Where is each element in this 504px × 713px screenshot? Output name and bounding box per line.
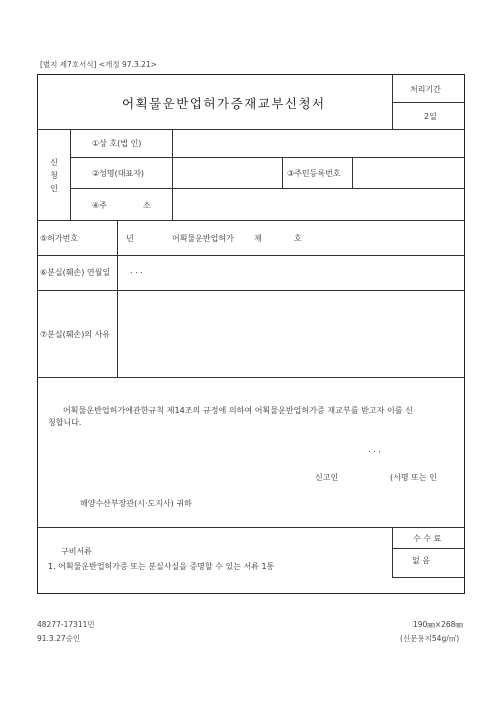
date-dots: . . . <box>368 445 381 454</box>
form-title: 어획물운반업허가증재교부신청서 <box>122 96 326 111</box>
fee-value: 없 음 <box>412 556 430 565</box>
loss-date-label: ⑥분실(훼손) 연월일 <box>40 268 111 277</box>
resident-number-label: ③주민등록번호 <box>287 169 341 178</box>
row-line <box>37 377 465 378</box>
documents-title: 구비서류 <box>61 547 92 556</box>
loss-date-dots: . . . <box>130 266 143 275</box>
row-line <box>37 129 465 130</box>
representative-name-label: ②성명(대표자) <box>92 169 145 178</box>
permit-je: 제 <box>254 234 262 243</box>
row-line <box>37 220 465 221</box>
address-label-b: 소 <box>143 201 151 210</box>
form-reference: [별지 제7호서식] <개정 97.3.21> <box>40 60 157 69</box>
permit-year: 년 <box>126 234 134 243</box>
col-line <box>117 220 118 377</box>
row-line <box>37 290 465 291</box>
processing-divider <box>392 102 465 103</box>
sign-hint: (서명 또는 인 <box>390 473 437 482</box>
permit-text: 어획물운반업허가 <box>172 234 234 243</box>
col-line <box>352 157 353 188</box>
row-line <box>392 577 465 578</box>
row-line <box>37 527 465 528</box>
documents-item-1: 1. 어획물운반업허가증 또는 분실사실을 증명할 수 있는 서류 1통 <box>48 562 275 571</box>
row-line <box>70 157 465 158</box>
fee-label: 수 수 료 <box>413 534 442 543</box>
statement-line-2: 청합니다. <box>48 418 82 427</box>
col-line <box>172 129 173 220</box>
row-line <box>37 255 465 256</box>
row-line <box>70 188 465 189</box>
footer-size: 190㎜×268㎜ <box>413 620 463 629</box>
col-line <box>392 527 393 577</box>
processing-period-label: 처리기간 <box>410 85 441 94</box>
applicant-label: 신 청 인 <box>50 158 58 193</box>
addressee: 해양수산부장관(시·도지사) 귀하 <box>80 499 192 508</box>
applicant-sign-label: 신고인 <box>315 473 339 482</box>
statement-line-1: 어획물운반업허가에관한규칙 제14조의 규정에 의하여 어획물운반업허가증 재교부를 받고자 이를 신 <box>63 406 413 415</box>
row-line <box>392 548 465 549</box>
processing-period-value: 2일 <box>424 112 437 121</box>
col-line <box>70 129 71 220</box>
permit-number-label: ⑤허가번호 <box>40 234 79 243</box>
footer-code: 48277-17311민 <box>37 620 95 629</box>
col-line <box>282 157 283 188</box>
permit-ho: 호 <box>294 234 302 243</box>
loss-reason-label: ⑦분실(훼손)의 사유 <box>40 330 111 339</box>
footer-approval: 91.3.27승인 <box>37 634 81 643</box>
trade-name-label: ①상 호(법 인) <box>92 139 142 148</box>
address-label-a: ④주 <box>92 201 107 210</box>
footer-paper: (신문용지54g/㎡) <box>400 634 460 643</box>
